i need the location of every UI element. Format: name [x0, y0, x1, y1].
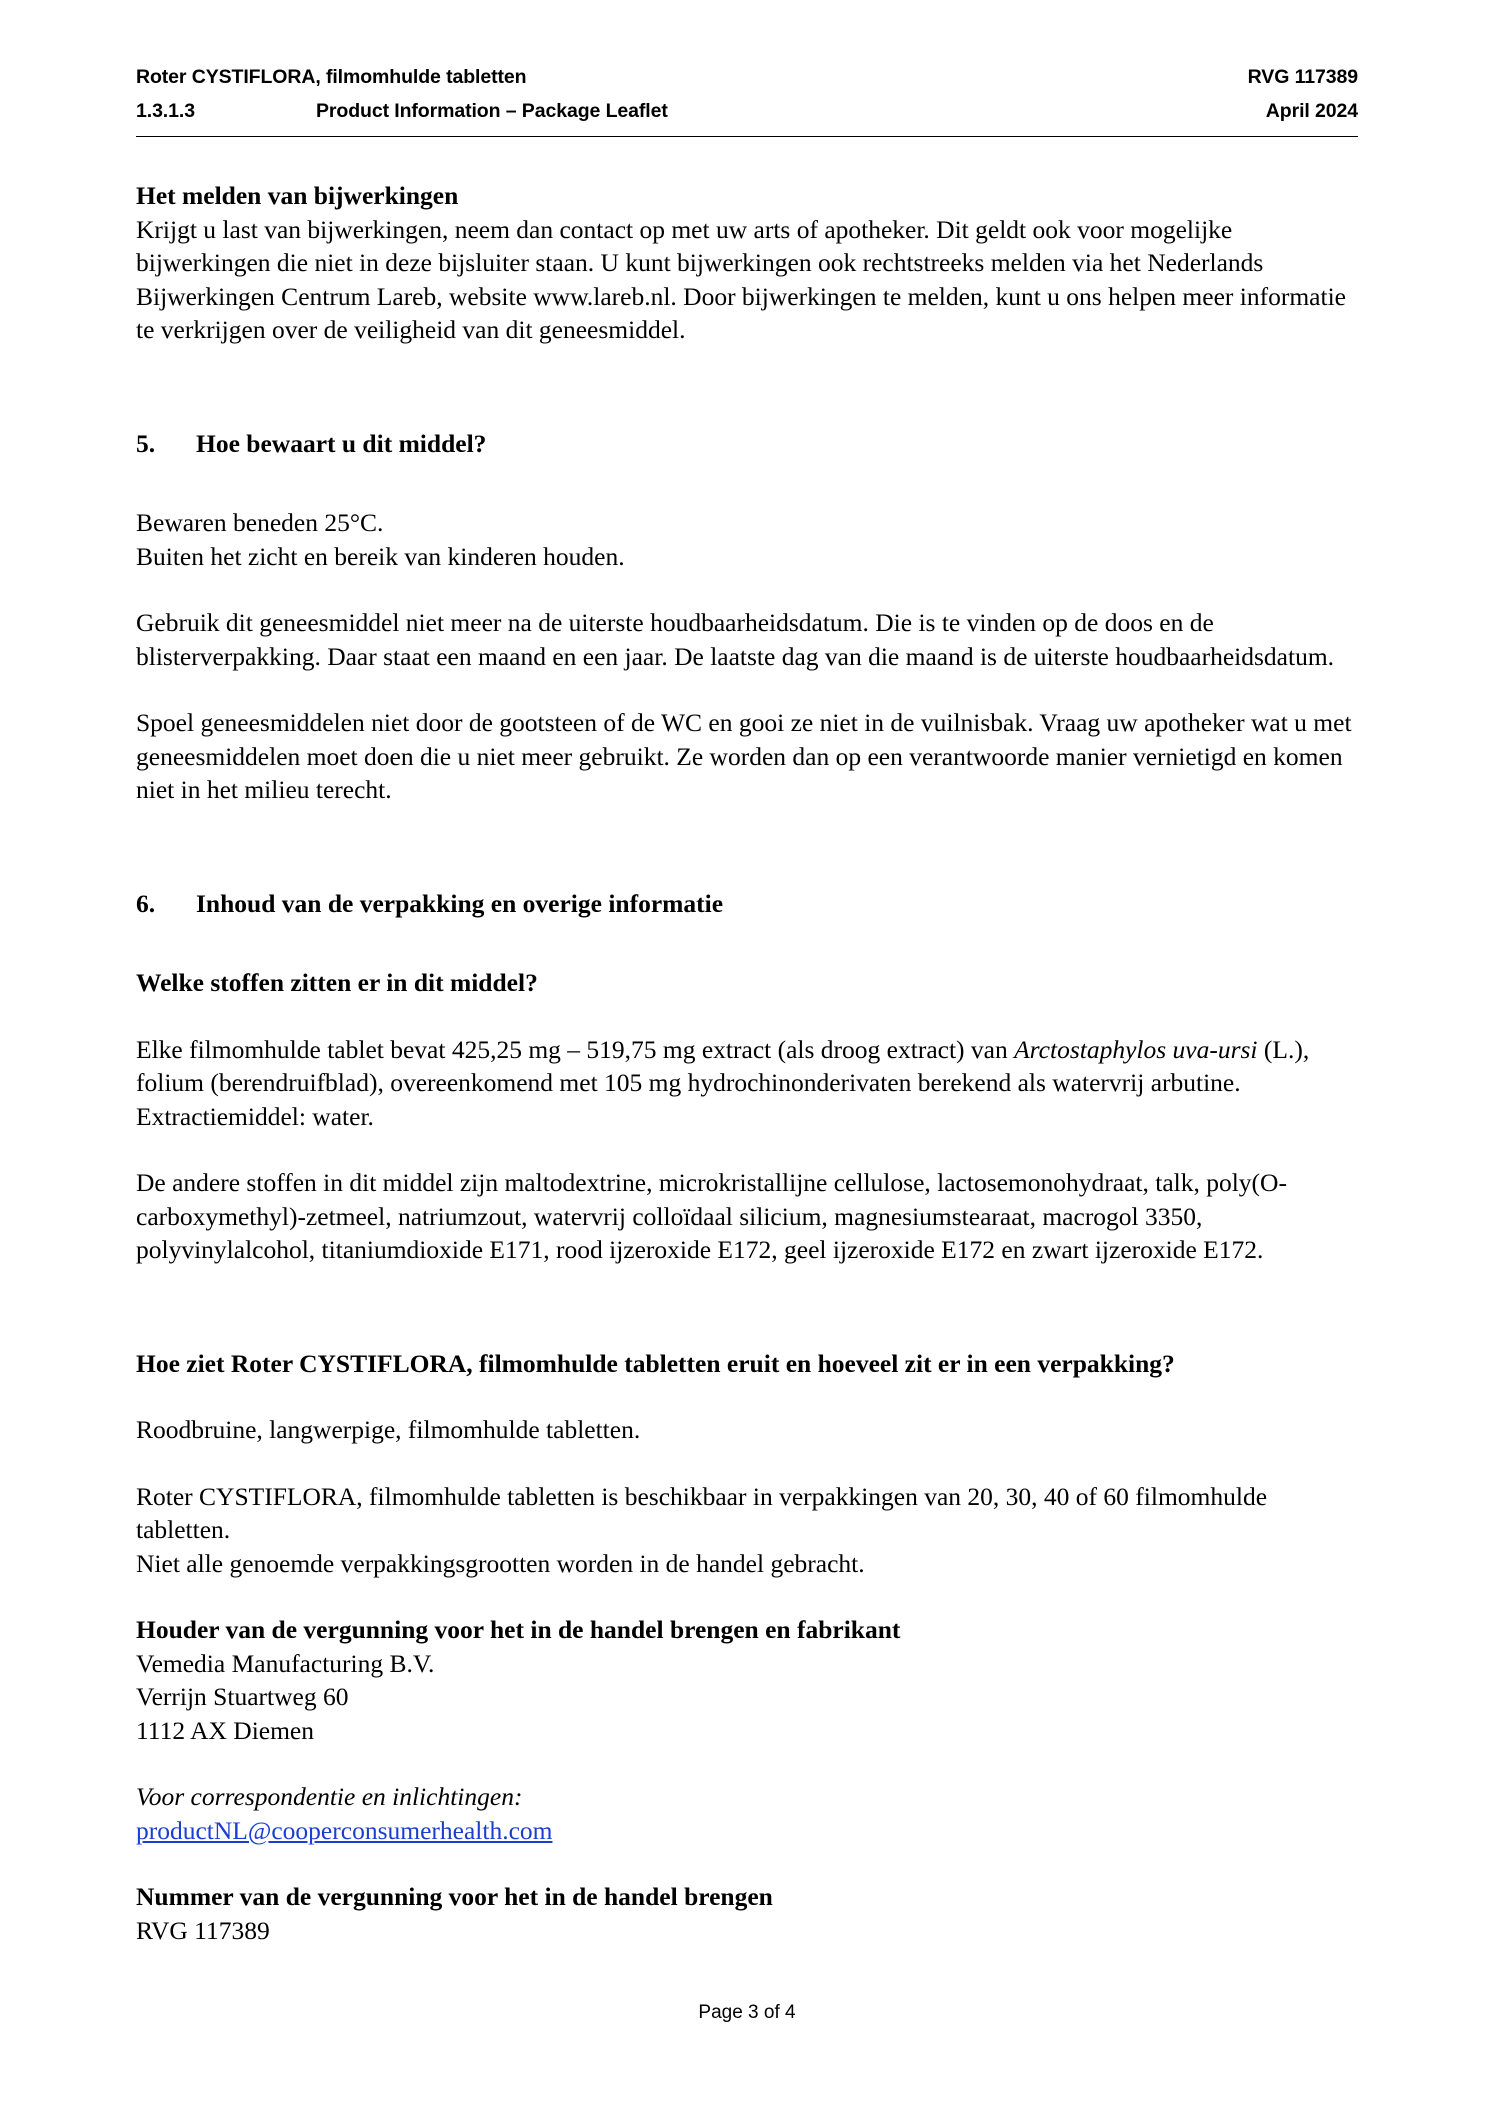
spacer [136, 920, 1358, 966]
header-left-subtitle [136, 94, 668, 128]
spacer [136, 673, 1358, 706]
authorisation-number-heading: Nummer van de vergunning voor het in de handel brengen [136, 1882, 773, 1911]
expiry-date-text: Gebruik dit geneesmiddel niet meer na de uiterste houdbaarheidsdatum. Die is te vinden op de doos en de blisterverpakking. Daar staat een maand en een jaar. De laatste dag van die maand is de uiterste houdbaarheidsdatum. [136, 608, 1335, 671]
spacer [136, 1580, 1358, 1613]
extraction-solvent-text: Extractiemiddel: water. [136, 1101, 374, 1131]
section-6-title: Inhoud van de verpakking en overige informatie [196, 888, 724, 918]
spacer [136, 807, 1358, 887]
storage-temperature-line: Bewaren beneden 25°C. [136, 508, 384, 537]
mah-street-address: Verrijn Stuartweg 60 [136, 1682, 349, 1711]
active-substance-text [136, 1033, 1358, 1100]
correspondence-email-link[interactable]: productNL@cooperconsumerhealth.com [136, 1815, 553, 1845]
spacer [136, 1847, 1358, 1880]
disposal-text: Spoel geneesmiddelen niet door de gootsteen of de WC en gooi ze niet in de vuilnisbak. Vraag uw apotheker wat u met geneesmiddelen moet doen die u niet meer gebruikt. Ze worden dan op een verantwoorde manier vernietigd en komen niet in het milieu terecht. [136, 708, 1352, 804]
spacer [136, 1000, 1358, 1033]
header-date: April 2024 [1265, 100, 1358, 122]
header-row-title [136, 60, 1358, 94]
section-5-heading [136, 427, 1358, 461]
header-rvg-number: RVG 117389 [1247, 66, 1358, 88]
header-product-title: Roter CYSTIFLORA, filmomhulde tabletten [136, 66, 527, 88]
pack-sizes-text: Roter CYSTIFLORA, filmomhulde tabletten is beschikbaar in verpakkingen van 20, 30, 40 of 60 filmomhulde tabletten. [136, 1481, 1268, 1544]
spacer [136, 347, 1358, 427]
spacer [136, 1267, 1358, 1347]
active-substance-part-1: Elke filmomhulde tablet bevat 425,25 mg – 519,75 mg extract (als droog extract) van [136, 1034, 1015, 1064]
document-footer [0, 2002, 1494, 2024]
excipients-text: De andere stoffen in dit middel zijn maltodextrine, microkristallijne cellulose, lactosemonohydraat, talk, poly(O-carboxymethyl)-zetmeel, natriumzout, watervrij colloïdaal silicium, magnesiumstearaat, macrogol 3350, polyvinylalcohol, titaniumdioxide E171, rood ijzeroxide E172, geel ijzeroxide E172 en zwart ijzeroxide E172. [136, 1168, 1287, 1264]
header-document-title: Product Information – Package Leaflet [316, 100, 668, 122]
header-left-title [136, 60, 526, 94]
appearance-text: Roodbruine, langwerpige, filmomhulde tabletten. [136, 1415, 641, 1444]
section-6-heading [136, 887, 1358, 921]
section-5-title: Hoe bewaart u dit middel? [196, 428, 487, 458]
substances-heading: Welke stoffen zitten er in dit middel? [136, 968, 538, 997]
mah-city-address: 1112 AX Diemen [136, 1715, 315, 1745]
active-substance-latin-name: Arctostaphylos uva-ursi [1014, 1034, 1258, 1064]
section-5-number: 5. [136, 428, 156, 458]
reporting-side-effects-text: Krijgt u last van bijwerkingen, neem dan contact op met uw arts of apotheker. Dit geldt ook voor mogelijke bijwerkingen die niet in deze bijsluiter staan. U kunt bijwerkingen ook rechtstreeks melden via het Nederlands Bijwerkingen Centrum Lareb, website www.lareb.nl. Door bijwerkingen te melden, kunt u ons helpen meer informatie te verkrijgen over de veiligheid van dit geneesmiddel. [136, 214, 1346, 344]
active-substance-part-2: (L.), folium (berendruifblad), overeenkomend met 105 mg hydrochinonderivaten berekend als watervrij arbutine. [136, 1034, 1310, 1097]
spacer [136, 1447, 1358, 1480]
mah-heading: Houder van de vergunning voor het in de handel brengen en fabrikant [136, 1615, 901, 1644]
reporting-side-effects-heading: Het melden van bijwerkingen [136, 181, 459, 210]
storage-children-line: Buiten het zicht en bereik van kinderen houden. [136, 541, 625, 571]
document-body [136, 137, 1358, 1947]
authorisation-number-value: RVG 117389 [136, 1915, 270, 1945]
appearance-heading: Hoe ziet Roter CYSTIFLORA, filmomhulde tabletten eruit en hoeveel zit er in een verpakking? [136, 1348, 1175, 1378]
spacer [136, 1133, 1358, 1166]
correspondence-label: Voor correspondentie en inlichtingen: [136, 1782, 523, 1811]
spacer [136, 1380, 1358, 1413]
spacer [136, 1747, 1358, 1780]
spacer [136, 573, 1358, 606]
correspondence-email-line [136, 1814, 1358, 1848]
spacer [136, 460, 1358, 506]
mah-company-name: Vemedia Manufacturing B.V. [136, 1648, 435, 1678]
page-number-label: Page 3 of 4 [698, 2002, 796, 2023]
document-header [136, 0, 1358, 137]
header-row-subtitle [136, 94, 1358, 128]
pack-sizes-note: Niet alle genoemde verpakkingsgrootten worden in de handel gebracht. [136, 1548, 865, 1578]
section-6-number: 6. [136, 888, 156, 918]
header-document-code: 1.3.1.3 [136, 100, 195, 122]
